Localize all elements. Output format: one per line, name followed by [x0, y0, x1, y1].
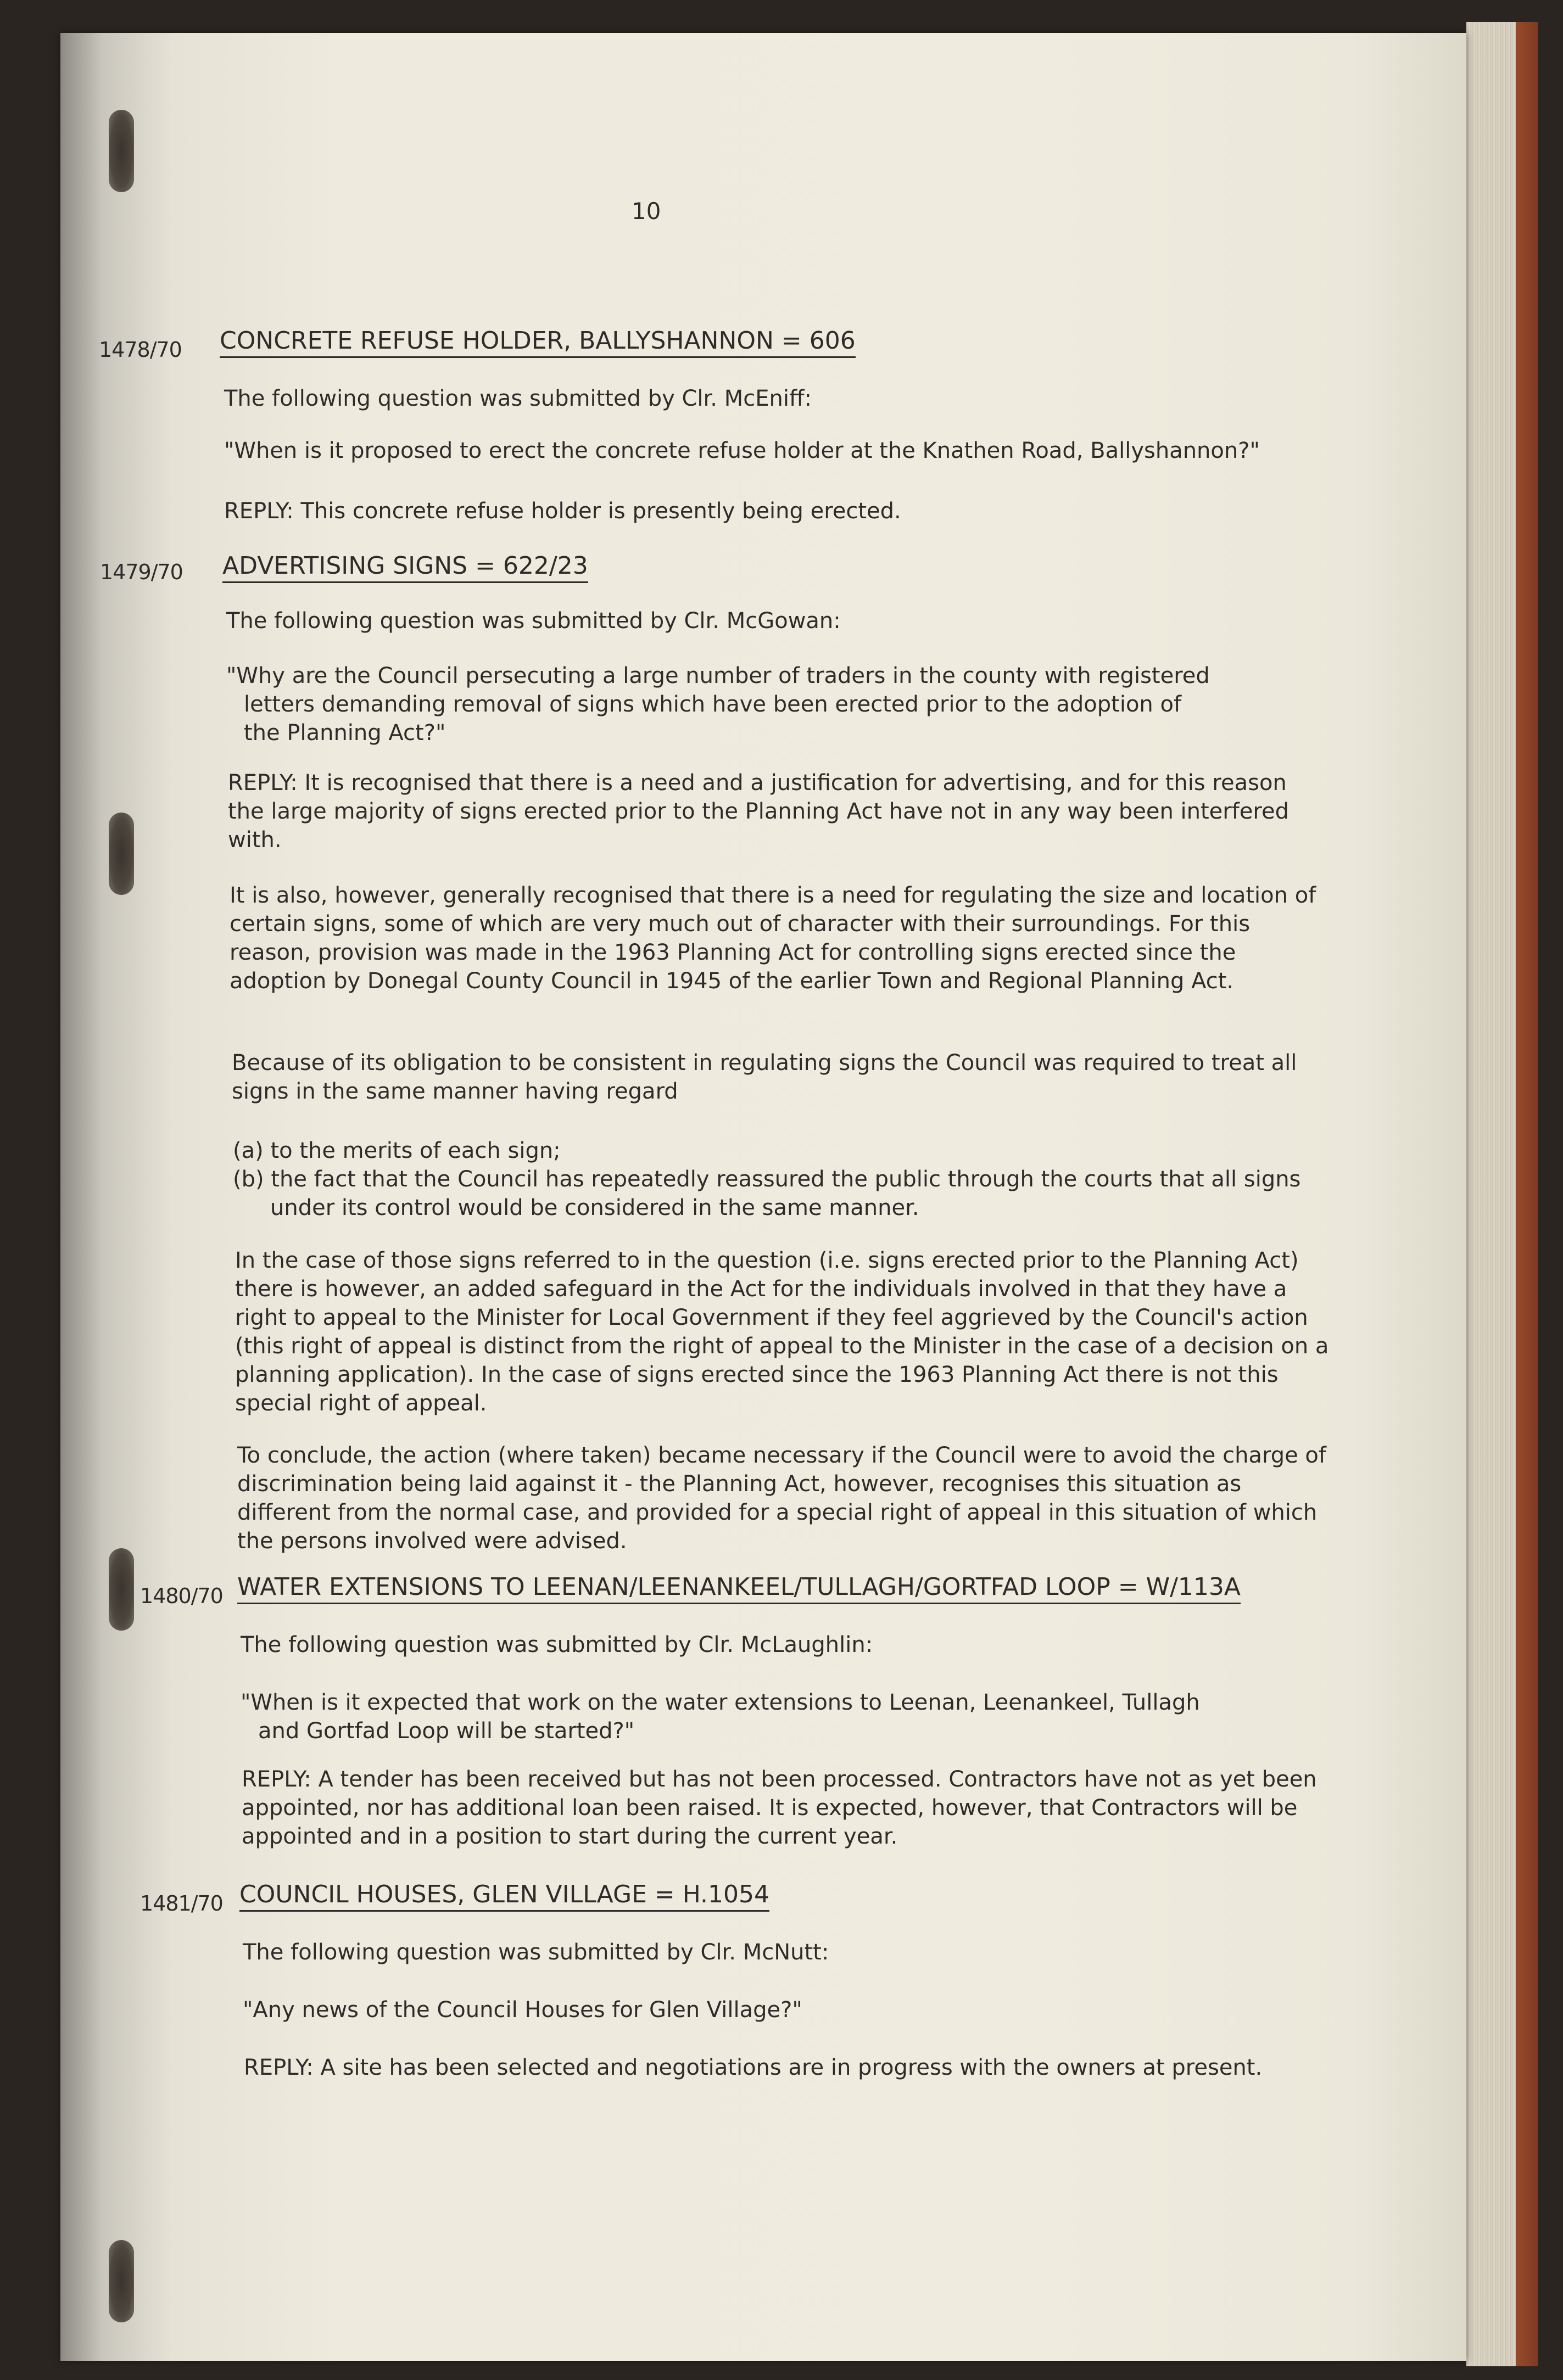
reply-list: [233, 1136, 1326, 1222]
page-content: [60, 33, 1466, 2361]
question-line: and Gortfad Loop will be started?": [258, 1718, 635, 1744]
question-line: the Planning Act?": [244, 720, 446, 746]
reply-text: REPLY: It is recognised that there is a need and a justification for advertising, and for this reason the large majority of signs erected prior to the Planning Act have not in any way been interfered with.: [228, 770, 1289, 853]
item-number: 1478/70: [99, 338, 182, 362]
reply-paragraph: It is also, however, generally recognised that there is a need for regulating the size and location of certain signs, some of which are very much out of character with their surroundings. For this reason, provision was made in the 1963 Planning Act for controlling signs erected since the adoption by Donegal County Council in 1945 of the earlier Town and Regional Planning Act.: [230, 883, 1316, 994]
reply-text: REPLY: This concrete refuse holder is presently being erected.: [224, 499, 901, 524]
item-number: 1479/70: [100, 560, 183, 584]
question-line: "When is it expected that work on the water extensions to Leenan, Leenankeel, Tullagh: [241, 1690, 1200, 1715]
reply-paragraph: Because of its obligation to be consistent in regulating signs the Council was required to treat all signs in the same manner having regard: [232, 1050, 1297, 1104]
question-text: "Any news of the Council Houses for Glen Village?": [243, 1997, 802, 2023]
reply-paragraph: To conclude, the action (where taken) became necessary if the Council were to avoid the charge of discrimination being laid against it - the Planning Act, however, recognises this situation as different from the normal case, and provided for a special right of appeal in this situation of which the persons involved were advised.: [237, 1443, 1326, 1554]
question-text: [241, 1688, 1200, 1745]
item-heading: CONCRETE REFUSE HOLDER, BALLYSHANNON = 606: [220, 327, 856, 358]
item-heading: COUNCIL HOUSES, GLEN VILLAGE = H.1054: [239, 1880, 769, 1912]
question-intro: The following question was submitted by Clr. McGowan:: [226, 608, 841, 634]
reply-text: REPLY: A site has been selected and negotiations are in progress with the owners at present.: [244, 2055, 1263, 2080]
reply-paragraph: In the case of those signs referred to in the question (i.e. signs erected prior to the Planning Act) there is however, an added safeguard in the Act for the individuals involved in that they have a right to appeal to the Minister for Local Government if they feel aggrieved by the Council's action (this right of appeal is distinct from the right of appeal to the Minister in the case of a decision on a planning application). In the case of signs erected since the 1963 Planning Act there is not this special right of appeal.: [235, 1248, 1329, 1416]
item-heading: ADVERTISING SIGNS = 622/23: [222, 552, 588, 583]
item-heading: WATER EXTENSIONS TO LEENAN/LEENANKEEL/TULLAGH/GORTFAD LOOP = W/113A: [237, 1573, 1241, 1604]
list-item: (a) to the merits of each sign;: [233, 1138, 561, 1163]
question-text: [226, 662, 1210, 747]
question-intro: The following question was submitted by Clr. McLaughlin:: [241, 1632, 873, 1657]
reply-text: REPLY: A tender has been received but has not been processed. Contractors have not as yet been appointed, nor has additional loan been raised. It is expected, however, that Contractors will be appointed and in a position to start during the current year.: [242, 1767, 1317, 1849]
list-item: (b) the fact that the Council has repeatedly reassured the public through the courts that all signs under its control would be considered in the same manner.: [233, 1167, 1301, 1220]
question-intro: The following question was submitted by Clr. McNutt:: [243, 1940, 829, 1965]
item-number: 1480/70: [140, 1584, 223, 1608]
page-number: 10: [632, 198, 661, 225]
item-number: 1481/70: [140, 1891, 223, 1916]
document-page: [60, 33, 1466, 2361]
question-line: letters demanding removal of signs which have been erected prior to the adoption of: [244, 692, 1182, 717]
book-cover-edge: [1516, 22, 1538, 2366]
question-text: "When is it proposed to erect the concrete refuse holder at the Knathen Road, Ballyshannon?": [224, 438, 1260, 463]
question-line: "Why are the Council persecuting a large number of traders in the county with registered: [226, 663, 1210, 688]
question-intro: The following question was submitted by Clr. McEniff:: [224, 386, 812, 411]
